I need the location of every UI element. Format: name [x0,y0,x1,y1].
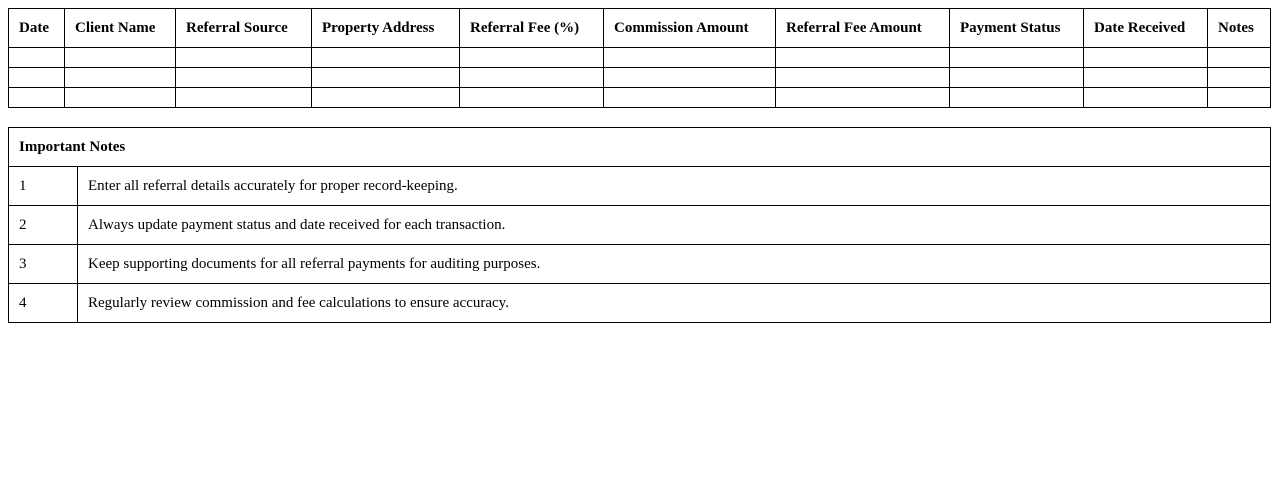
table-cell[interactable] [312,68,460,88]
referral-tracker-table [8,8,1271,108]
note-item [9,167,1271,206]
table-cell[interactable] [9,48,65,68]
table-cell[interactable] [604,68,776,88]
table-cell[interactable] [9,88,65,108]
header-payment-status: Payment Status [950,9,1084,48]
note-number: 2 [9,206,78,245]
table-row [9,88,1271,108]
table-cell[interactable] [1208,88,1271,108]
header-notes: Notes [1208,9,1271,48]
table-cell[interactable] [460,88,604,108]
table-row [9,48,1271,68]
table-cell[interactable] [1084,68,1208,88]
table-cell[interactable] [950,88,1084,108]
table-cell[interactable] [950,48,1084,68]
note-text: Regularly review commission and fee calculations to ensure accuracy. [78,284,1271,323]
note-text: Keep supporting documents for all referral payments for auditing purposes. [78,245,1271,284]
note-number: 1 [9,167,78,206]
table-cell[interactable] [604,88,776,108]
table-cell[interactable] [176,68,312,88]
table-row [9,68,1271,88]
table-cell[interactable] [460,68,604,88]
header-client-name: Client Name [65,9,176,48]
table-cell[interactable] [1208,48,1271,68]
table-cell[interactable] [9,68,65,88]
table-cell[interactable] [604,48,776,68]
header-row [9,9,1271,48]
table-cell[interactable] [65,48,176,68]
table-cell[interactable] [65,68,176,88]
table-cell[interactable] [776,48,950,68]
note-text: Always update payment status and date received for each transaction. [78,206,1271,245]
note-number: 4 [9,284,78,323]
header-property-address: Property Address [312,9,460,48]
note-item [9,206,1271,245]
header-referral-source: Referral Source [176,9,312,48]
notes-title: Important Notes [9,128,1271,167]
table-cell[interactable] [776,88,950,108]
table-cell[interactable] [312,88,460,108]
table-cell[interactable] [1084,48,1208,68]
note-text: Enter all referral details accurately for proper record-keeping. [78,167,1271,206]
header-date: Date [9,9,65,48]
table-cell[interactable] [460,48,604,68]
table-cell[interactable] [312,48,460,68]
table-cell[interactable] [776,68,950,88]
note-item [9,284,1271,323]
table-cell[interactable] [1208,68,1271,88]
document [8,8,1270,323]
notes-title-row [9,128,1271,167]
note-number: 3 [9,245,78,284]
table-cell[interactable] [1084,88,1208,108]
header-referral-fee-percent: Referral Fee (%) [460,9,604,48]
important-notes-table [8,127,1271,323]
table-cell[interactable] [950,68,1084,88]
header-date-received: Date Received [1084,9,1208,48]
table-cell[interactable] [176,48,312,68]
header-referral-fee-amount: Referral Fee Amount [776,9,950,48]
note-item [9,245,1271,284]
table-cell[interactable] [65,88,176,108]
table-cell[interactable] [176,88,312,108]
header-commission-amount: Commission Amount [604,9,776,48]
